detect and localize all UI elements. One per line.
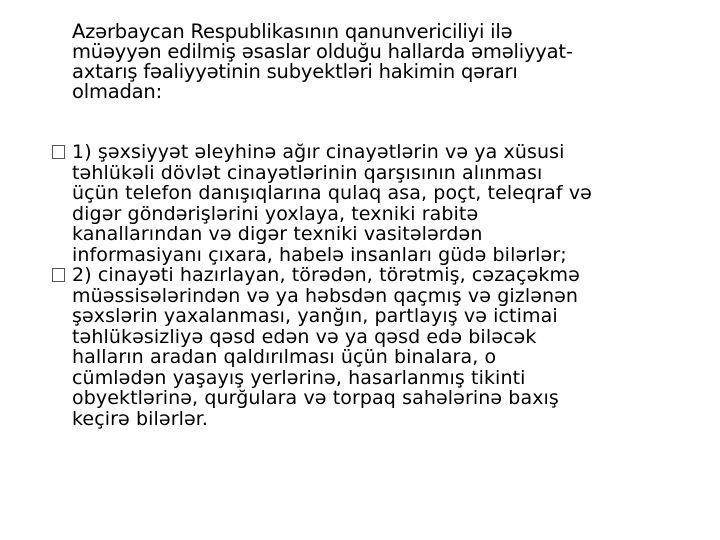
list-item-line: şəxslərin yaxalanması, yanğın, partlayış və ictimai — [72, 305, 558, 327]
list-item-line: halların aradan qaldırılması üçün binalara, o — [72, 346, 497, 368]
list-item-line: obyektlərinə, qurğulara və torpaq sahələrinə baxış — [72, 387, 559, 409]
list-item-line: informasiyanı çıxara, habelə insanları güdə bilərlər; — [72, 243, 567, 266]
title-line: müəyyən edilmiş əsaslar olduğu hallarda əməliyyat- — [72, 40, 573, 63]
square-bullet-icon — [52, 145, 65, 159]
list-item-line: müəssisələrindən və ya həbsdən qaçmış və gizlənən — [72, 284, 579, 307]
title-line: axtarış fəaliyyətinin subyektləri hakimin qərarı — [72, 60, 518, 83]
list-item-line: 2) cinayəti hazırlayan, törədən, törətmiş, cəzaçəkmə — [72, 264, 580, 286]
list-item — [52, 265, 692, 429]
title-line: olmadan: — [72, 80, 162, 103]
list-item — [52, 142, 692, 265]
list-item-line: digər göndərişlərini yoxlaya, texniki rabitə — [72, 202, 479, 225]
list-item-line: kanallarından və digər texniki vasitələrdən — [72, 223, 483, 245]
list-item-line: keçirə bilərlər. — [72, 407, 209, 430]
list-item-line: üçün telefon danışıqlarına qulaq asa, poçt, teleqraf və — [72, 182, 592, 204]
title-line: Azərbaycan Respublikasının qanunvericiliyi ilə — [72, 20, 513, 43]
square-bullet-icon — [52, 268, 65, 282]
list-item-line: cümlədən yaşayış yerlərinə, hasarlanmış tikinti — [72, 366, 526, 389]
list-item-line: 1) şəxsiyyət əleyhinə ağır cinayətlərin və ya xüsusi — [72, 141, 565, 163]
slide-title — [72, 22, 632, 102]
bullet-list — [52, 142, 692, 429]
list-item-line: təhlükəli dövlət cinayətlərinin qarşısının alınması — [72, 161, 543, 184]
list-item-line: təhlükəsizliyə qəsd edən və ya qəsd edə biləcək — [72, 325, 537, 348]
